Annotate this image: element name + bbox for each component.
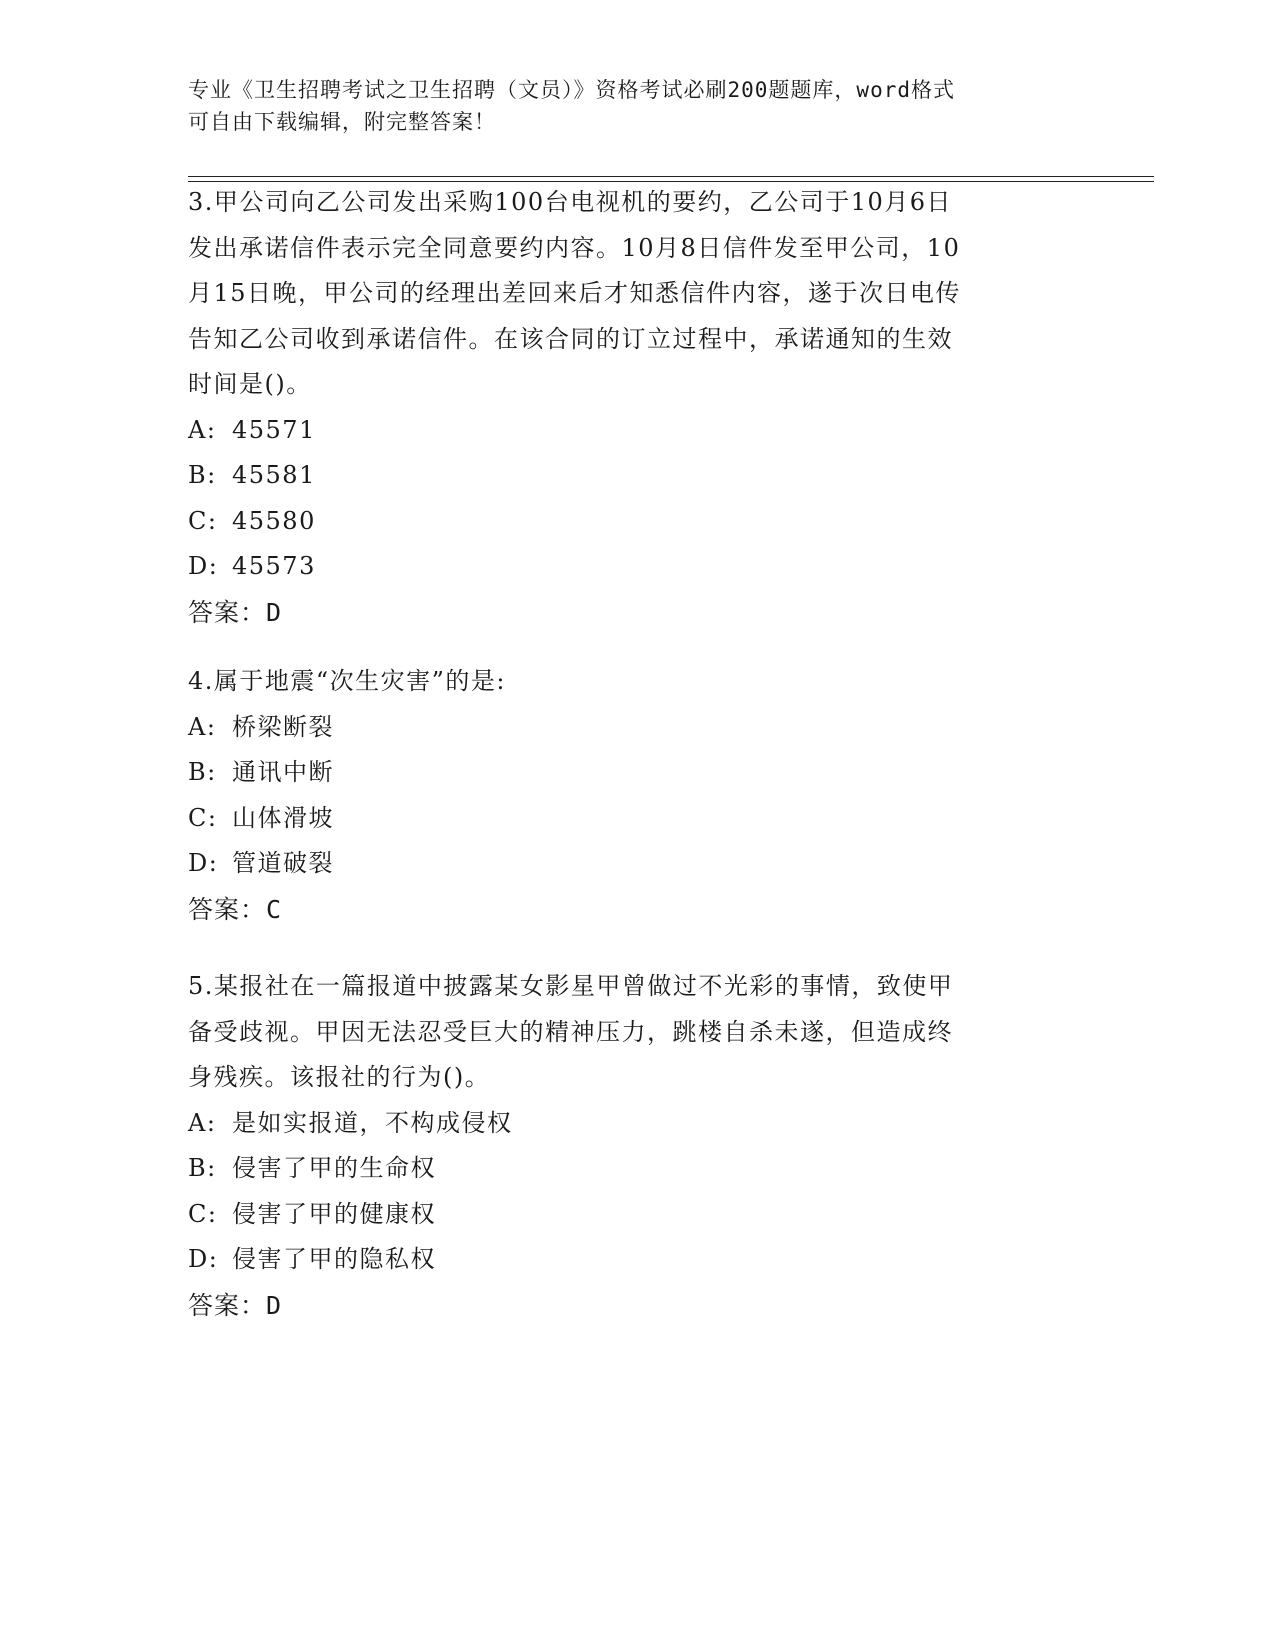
stem-line: 5.某报社在一篇报道中披露某女影星甲曾做过不光彩的事情，致使甲: [188, 972, 954, 1000]
stem-line: 备受歧视。甲因无法忍受巨大的精神压力，跳楼自杀未遂，但造成终: [188, 1017, 953, 1046]
stem-line: 4.属于地震“次生灾害”的是:: [188, 667, 507, 695]
option-text: 桥梁断裂: [232, 712, 334, 741]
question-3: [188, 180, 1088, 635]
option-text: 山体滑坡: [232, 803, 334, 832]
stem-line: 月15日晚，甲公司的经理出差回来后才知悉信件内容，遂于次日电传: [188, 279, 962, 307]
option-key: A:: [188, 1108, 217, 1137]
option-text: 45581: [232, 461, 316, 489]
header-divider-thick: [188, 176, 1154, 177]
option-key: A:: [188, 415, 217, 444]
option-key: B:: [188, 461, 217, 489]
option-text: 通讯中断: [232, 758, 334, 786]
question-stem: [188, 659, 1068, 705]
option-key: D:: [188, 552, 219, 580]
option-text: 侵害了甲的生命权: [232, 1154, 436, 1182]
option-key: C:: [188, 803, 218, 832]
option-d: [188, 1237, 1088, 1283]
option-d: [188, 544, 1088, 590]
option-b: [188, 453, 1088, 499]
stem-line: 告知乙公司收到承诺信件。在该合同的订立过程中，承诺通知的生效: [188, 324, 953, 353]
option-key: C:: [188, 1199, 218, 1228]
stem-line: 身残疾。该报社的行为()。: [188, 1063, 491, 1091]
option-text: 45573: [232, 552, 316, 580]
option-a: [188, 408, 1088, 454]
stem-line: 3.甲公司向乙公司发出采购100台电视机的要约，乙公司于10月6日: [188, 188, 953, 216]
option-text: 管道破裂: [232, 849, 334, 877]
option-key: D:: [188, 1245, 219, 1273]
option-b: [188, 1146, 1088, 1192]
header-line-1: 专业《卫生招聘考试之卫生招聘（文员）》资格考试必刷200题题库，word格式: [188, 78, 955, 102]
document-header: [188, 74, 1068, 138]
option-b: [188, 750, 1088, 796]
question-5: [188, 964, 1088, 1328]
option-c: [188, 796, 1088, 842]
option-text: 45580: [232, 506, 316, 535]
answer-line: 答案：D: [188, 597, 283, 627]
option-d: [188, 841, 1088, 887]
option-c: [188, 499, 1088, 545]
answer-line: 答案：D: [188, 1290, 283, 1320]
option-key: B:: [188, 1154, 217, 1182]
option-text: 侵害了甲的健康权: [232, 1199, 436, 1228]
option-key: B:: [188, 758, 217, 786]
option-a: [188, 1101, 1088, 1147]
option-key: C:: [188, 506, 218, 535]
option-key: D:: [188, 849, 219, 877]
option-text: 是如实报道，不构成侵权: [232, 1108, 513, 1137]
question-stem: [188, 964, 1068, 1101]
option-key: A:: [188, 712, 217, 741]
option-a: [188, 705, 1088, 751]
question-4: [188, 659, 1088, 932]
stem-line: 时间是()。: [188, 370, 312, 398]
option-text: 侵害了甲的隐私权: [232, 1245, 436, 1273]
option-c: [188, 1192, 1088, 1238]
stem-line: 发出承诺信件表示完全同意要约内容。10月8日信件发至甲公司，10: [188, 233, 961, 262]
header-line-2: 可自由下载编辑，附完整答案！: [188, 110, 496, 134]
option-text: 45571: [232, 415, 316, 444]
question-stem: [188, 180, 1068, 408]
answer-line: 答案：C: [188, 894, 283, 924]
